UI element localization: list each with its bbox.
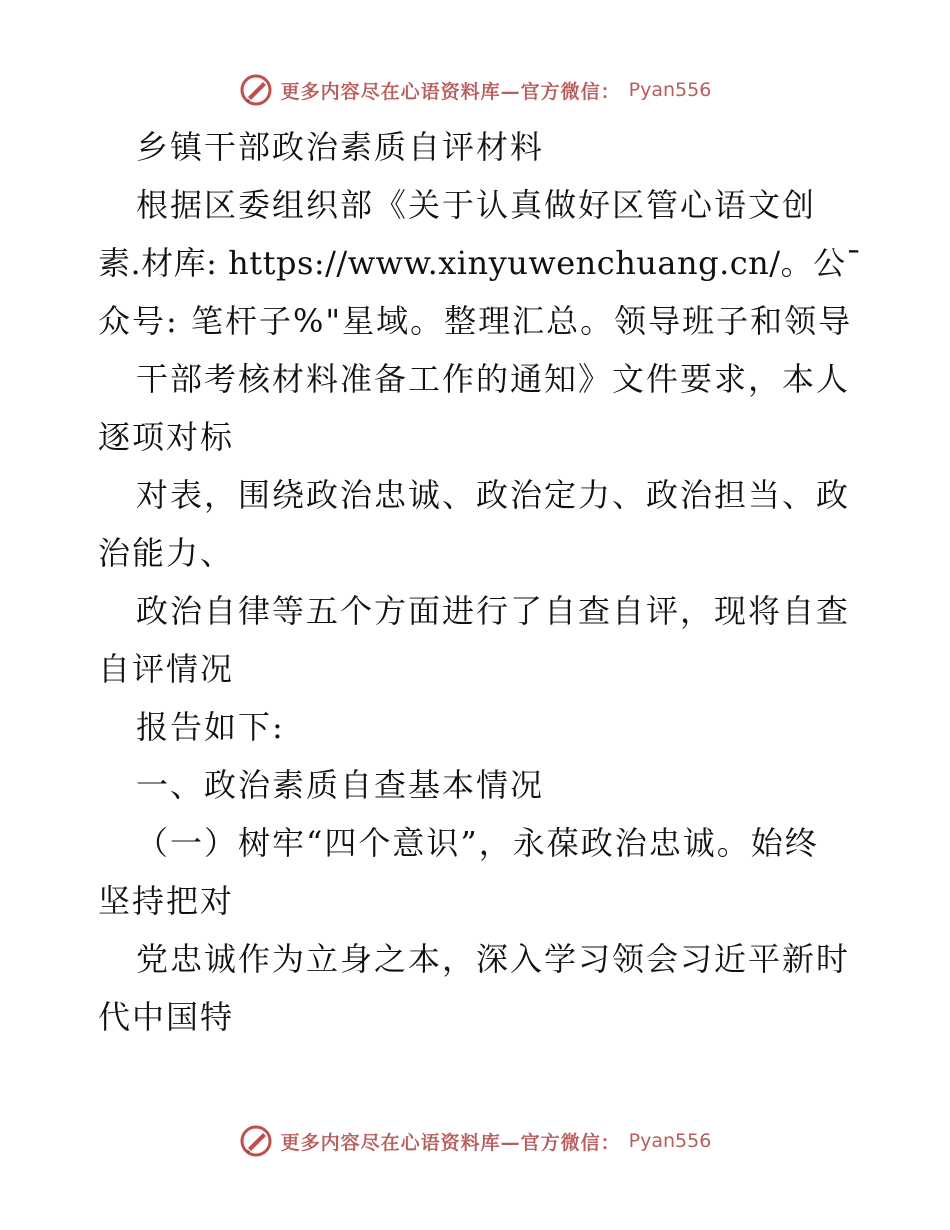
text-line: 对表，围绕政治忠诚、政治定力、政治担当、政 bbox=[136, 476, 851, 514]
text-line: 政治自律等五个方面进行了自查自评，现将自查 bbox=[136, 592, 851, 630]
text-line: 干部考核材料准备工作的通知》文件要求，本人 bbox=[136, 360, 851, 398]
text-line: 众号: 笔杆子%"星域。整理汇总。领导班子和领导 bbox=[98, 302, 853, 340]
text-line: 坚持把对 bbox=[98, 882, 235, 920]
watermark-contact: Pyan556 bbox=[628, 79, 712, 101]
brush-logo-icon bbox=[239, 1124, 273, 1158]
text-line: 根据区委组织部《关于认真做好区管心语文创 bbox=[136, 186, 817, 224]
text-line: 自评情况 bbox=[98, 650, 235, 688]
brush-logo-icon bbox=[239, 73, 273, 107]
text-line: 治能力、 bbox=[98, 534, 235, 572]
text-line: 素.材库: https://www.xinyuwenchuang.cn/。公¯ bbox=[98, 244, 863, 282]
subsection-heading: （一）树牢“四个意识”，永葆政治忠诚。始终 bbox=[136, 824, 819, 862]
watermark-text: 更多内容尽在心语资料库—官方微信： bbox=[280, 80, 621, 103]
text-line: 逐项对标 bbox=[98, 418, 235, 456]
document-body bbox=[98, 118, 863, 1046]
text-line: 报告如下: bbox=[136, 708, 285, 746]
text-line: 党忠诚作为立身之本，深入学习领会习近平新时 bbox=[136, 940, 851, 978]
watermark-contact: Pyan556 bbox=[628, 1130, 712, 1152]
document-title: 乡镇干部政治素质自评材料 bbox=[136, 128, 545, 166]
text-line: 代中国特 bbox=[98, 998, 235, 1036]
header-watermark bbox=[0, 70, 950, 110]
watermark-text: 更多内容尽在心语资料库—官方微信： bbox=[280, 1131, 621, 1154]
section-heading: 一、政治素质自查基本情况 bbox=[136, 766, 545, 804]
footer-watermark bbox=[0, 1121, 950, 1161]
